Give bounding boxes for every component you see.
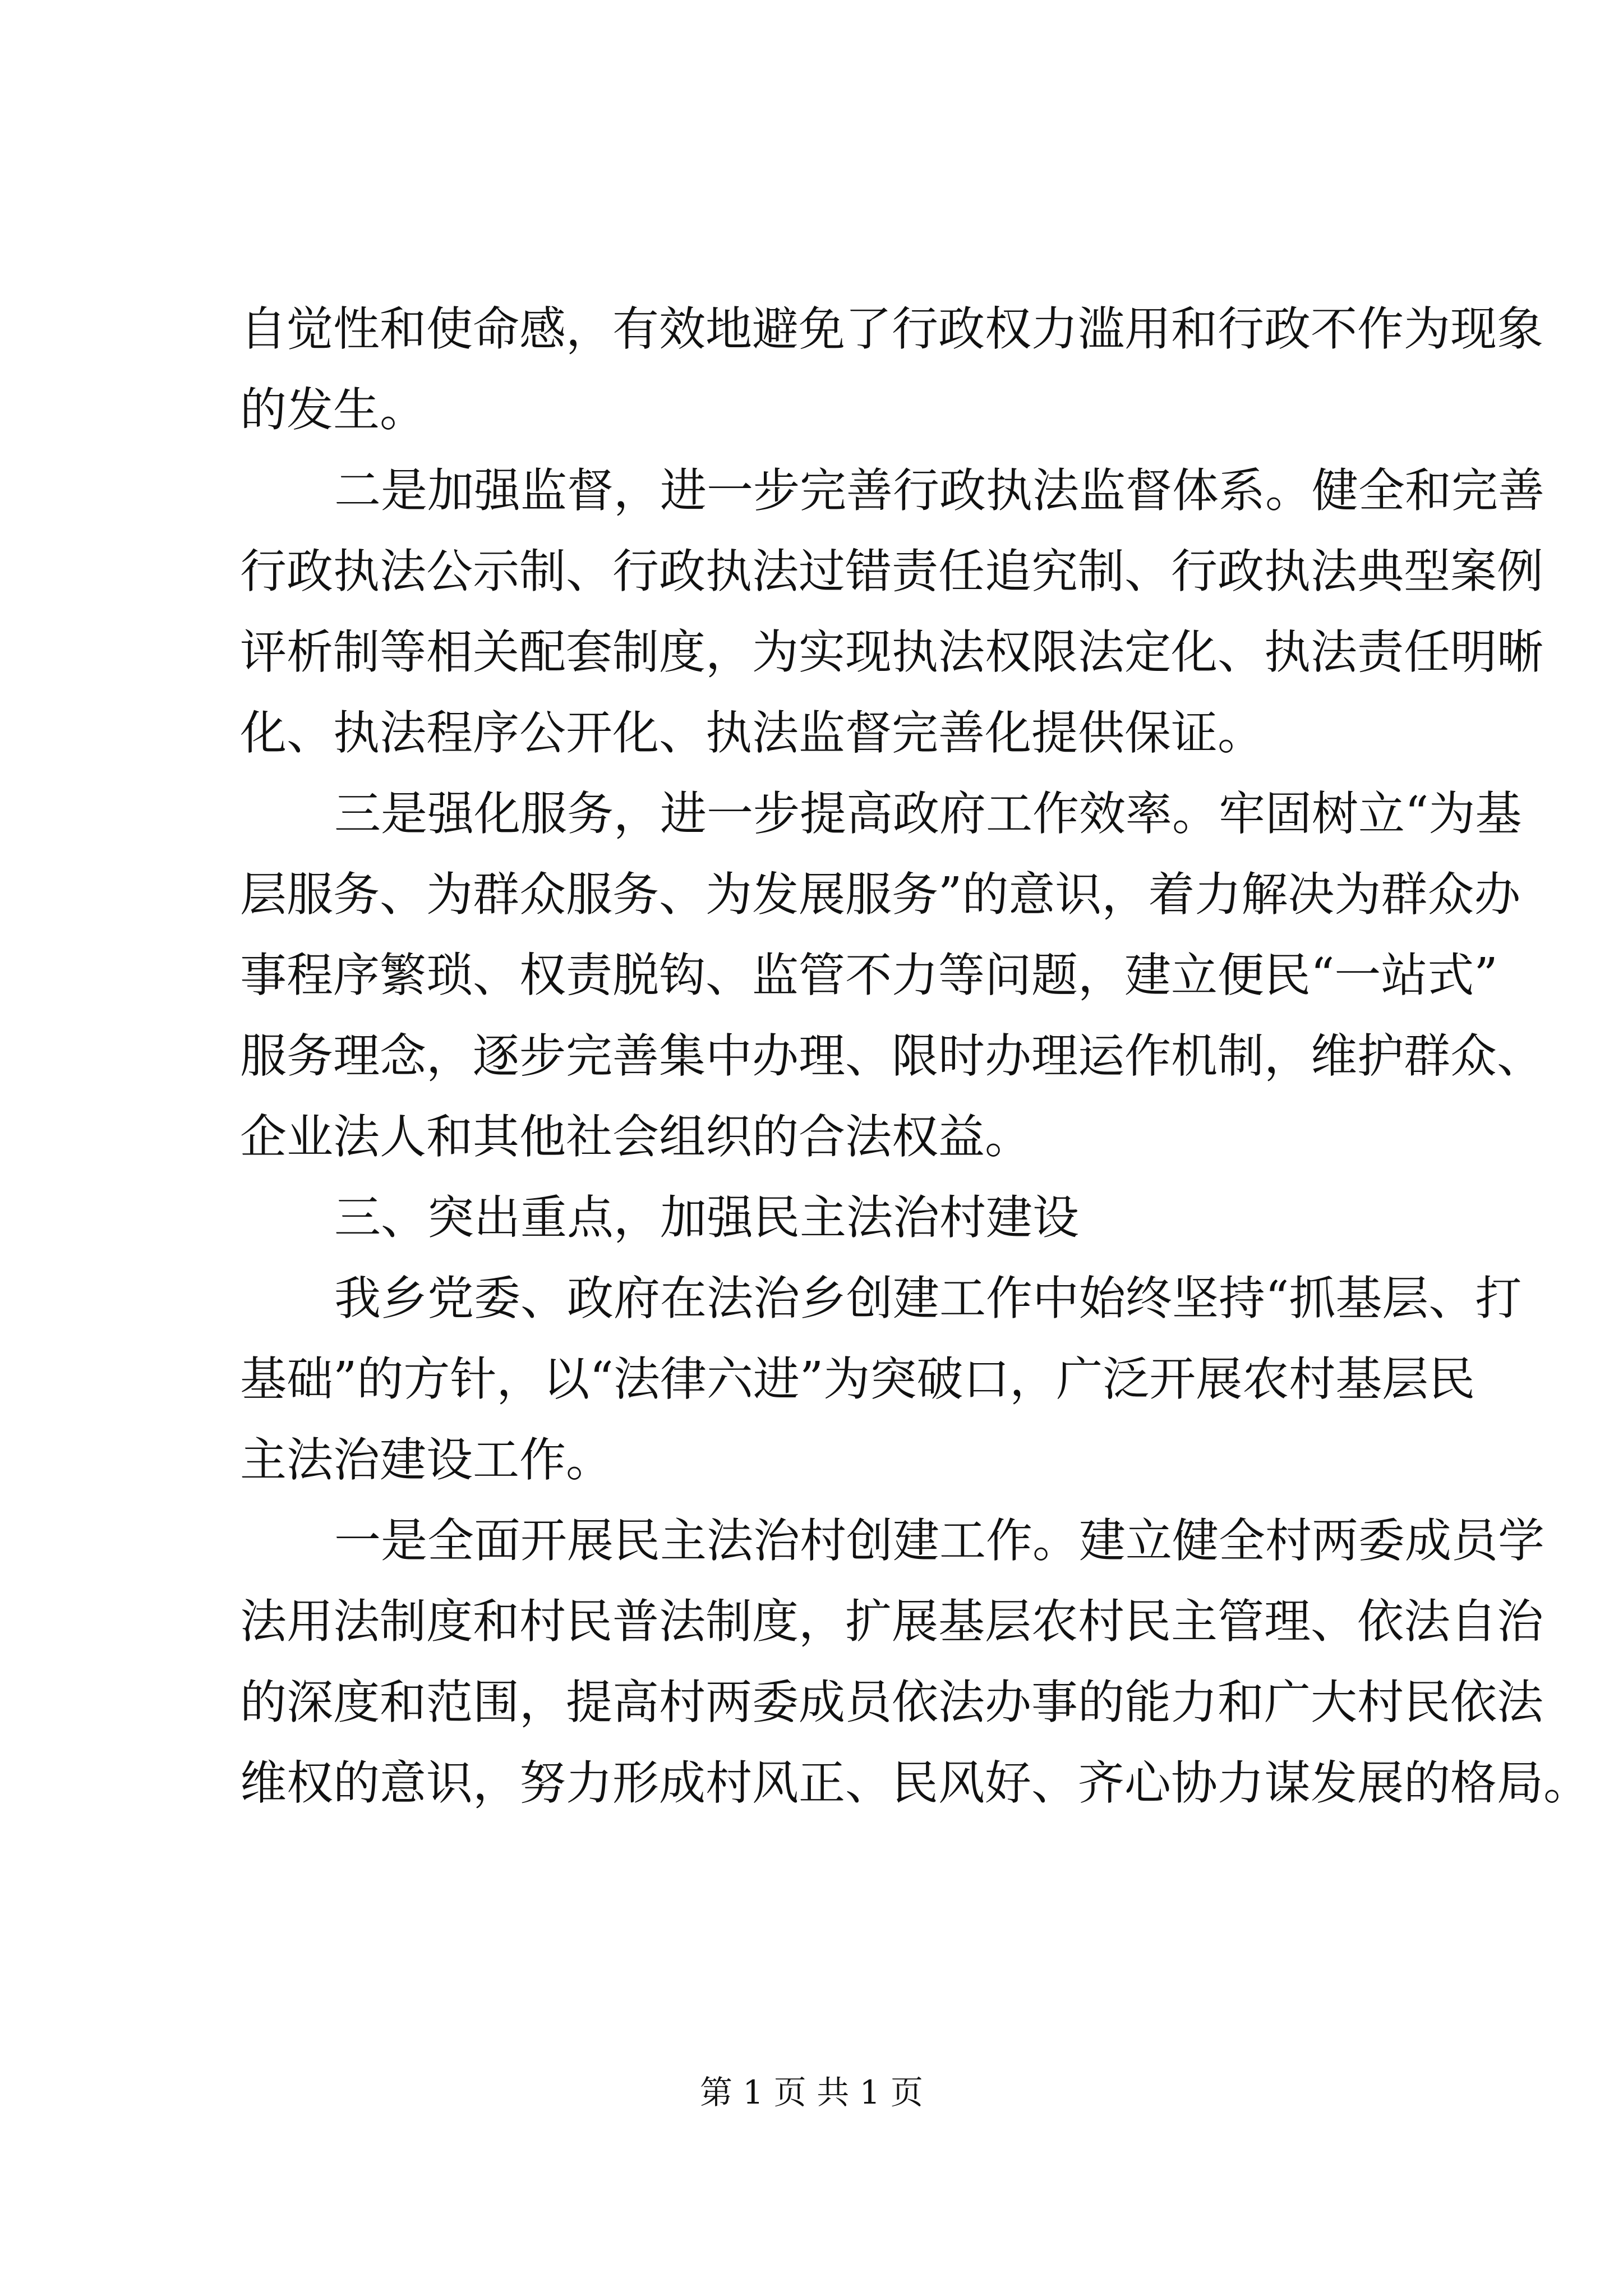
paragraph-line: 企业法人和其他社会组织的合法权益。 [240,1110,1031,1164]
paragraph-line: 二是加强监督，进一步完善行政执法监督体系。健全和完善 [334,463,1544,518]
document-body [240,289,1590,1824]
paragraph-line: 自觉性和使命感，有效地避免了行政权力滥用和行政不作为现象 [240,302,1543,356]
section-heading: 三、突出重点，加强民主法治村建设 [334,1190,1079,1245]
paragraph-line: 评析制等相关配套制度，为实现执法权限法定化、执法责任明晰 [240,625,1543,679]
paragraph-line: 法用法制度和村民普法制度，扩展基层农村民主管理、依法自治 [240,1594,1543,1649]
paragraph-line: 服务理念，逐步完善集中办理、限时办理运作机制，维护群众、 [240,1029,1543,1083]
paragraph-line: 我乡党委、政府在法治乡创建工作中始终坚持“抓基层、打 [334,1271,1522,1326]
paragraph-line: 层服务、为群众服务、为发展服务”的意识，着力解决为群众办 [240,867,1521,922]
paragraph-line: 三是强化服务，进一步提高政府工作效率。牢固树立“为基 [334,786,1522,841]
paragraph-line: 行政执法公示制、行政执法过错责任追究制、行政执法典型案例 [240,544,1543,599]
page-footer: 第 1 页 共 1 页 [700,2073,923,2111]
paragraph-line: 的发生。 [240,383,426,437]
paragraph-line: 事程序繁琐、权责脱钩、监管不力等问题，建立便民“一站式” [240,948,1498,1002]
paragraph-line: 基础”的方针，以“法律六进”为突破口，广泛开展农村基层民 [240,1352,1476,1406]
paragraph-line: 一是全面开展民主法治村创建工作。建立健全村两委成员学 [334,1513,1544,1568]
paragraph-line: 化、执法程序公开化、执法监督完善化提供保证。 [240,706,1264,760]
paragraph-line: 主法治建设工作。 [240,1433,612,1487]
paragraph-line: 的深度和范围，提高村两委成员依法办事的能力和广大村民依法 [240,1675,1543,1729]
paragraph-line: 维权的意识，努力形成村风正、民风好、齐心协力谋发展的格局。 [240,1756,1590,1810]
